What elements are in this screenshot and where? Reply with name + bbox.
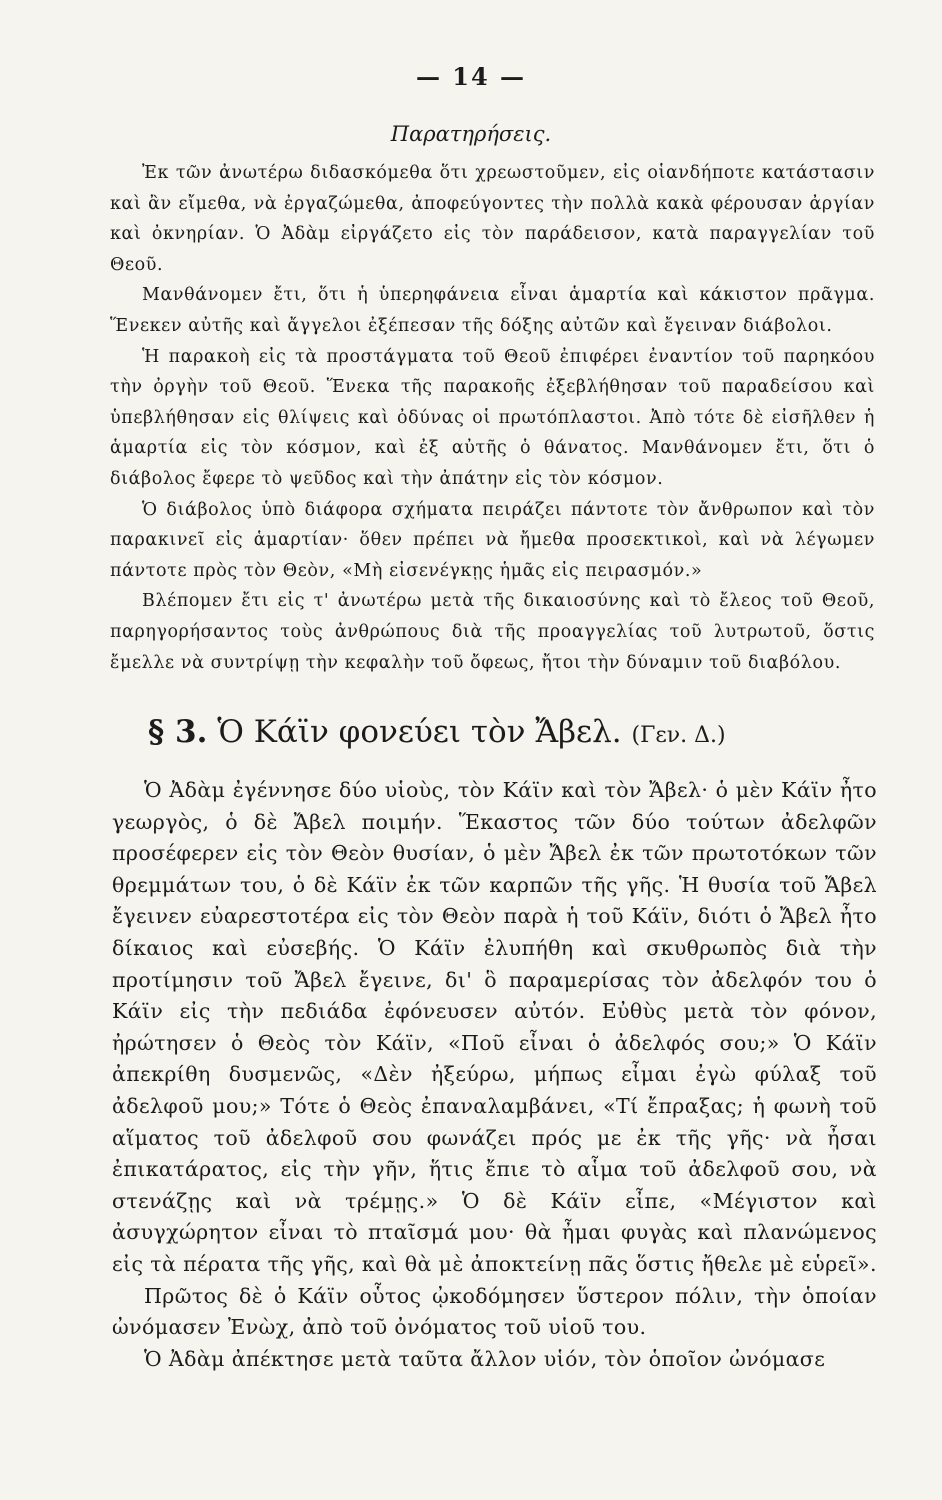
observations-block bbox=[110, 158, 875, 678]
observations-title: Παρατηρήσεις. bbox=[390, 122, 552, 146]
body-paragraph: Πρῶτος δὲ ὁ Κάϊν οὗτος ᾠκοδόμησεν ὕστερον πόλιν, τὴν ὁποίαν ὠνόμασεν Ἐνὼχ, ἀπὸ τοῦ ὀνόματος τοῦ υἱοῦ του. bbox=[112, 1283, 877, 1340]
section-reference: (Γεν. Δ.) bbox=[631, 723, 726, 748]
section-symbol: § 3. bbox=[148, 714, 208, 750]
observation-paragraph: Ἐκ τῶν ἀνωτέρω διδασκόμεθα ὅτι χρεωστοῦμεν, εἰς οἱανδήποτε κατάστασιν καὶ ἂν εἴμεθα, νὰ ἐργαζώμεθα, ἀποφεύγοντες τὴν πολλὰ κακὰ φέρουσαν ἀργίαν καὶ ὀκνηρίαν. Ὁ Ἀδὰμ εἰργάζετο εἰς τὸν παράδεισον, κατὰ παραγγελίαν τοῦ Θεοῦ. bbox=[110, 163, 875, 275]
section-heading bbox=[148, 712, 868, 756]
body-paragraph: Ὁ Ἀδὰμ ἀπέκτησε μετὰ ταῦτα ἄλλον υἱόν, τὸν ὁποῖον ὠνόμασε bbox=[144, 1346, 826, 1371]
observation-paragraph: Βλέπομεν ἔτι εἰς τ' ἀνωτέρω μετὰ τῆς δικαιοσύνης καὶ τὸ ἔλεος τοῦ Θεοῦ, παρηγορήσαντος τοὺς ἀνθρώπους διὰ τῆς προαγγελίας τοῦ λυτρωτοῦ, ὅστις ἔμελλε νὰ συντρίψῃ τὴν κεφαλὴν τοῦ ὄφεως, ἤτοι τὴν δύναμιν τοῦ διαβόλου. bbox=[110, 591, 875, 673]
main-text-block bbox=[112, 775, 877, 1375]
section-title: Ὁ Κάϊν φονεύει τὸν Ἄβελ. bbox=[217, 714, 622, 750]
observation-paragraph: Ἡ παρακοὴ εἰς τὰ προστάγματα τοῦ Θεοῦ ἐπιφέρει ἐναντίον τοῦ παρηκόου τὴν ὀργὴν τοῦ Θεοῦ. Ἕνεκα τῆς παρακοῆς ἐξεβλήθησαν τοῦ παραδείσου καὶ ὑπεβλήθησαν εἰς θλίψεις καὶ ὀδύνας οἱ πρωτόπλαστοι. Ἀπὸ τότε δὲ εἰσῆλθεν ἡ ἁμαρτία εἰς τὸν κόσμον, καὶ ἐξ αὐτῆς ὁ θάνατος. Μανθάνομεν ἔτι, ὅτι ὁ διάβολος ἔφερε τὸ ψεῦδος καὶ τὴν ἀπάτην εἰς τὸν κόσμον. bbox=[110, 346, 875, 489]
body-paragraph: Ὁ Ἀδὰμ ἐγέννησε δύο υἱοὺς, τὸν Κάϊν καὶ τὸν Ἄβελ· ὁ μὲν Κάϊν ἦτο γεωργὸς, ὁ δὲ Ἄβελ ποιμήν. Ἕκαστος τῶν δύο τούτων ἀδελφῶν προσέφερεν εἰς τὸν Θεὸν θυσίαν, ὁ μὲν Ἄβελ ἐκ τῶν πρωτοτόκων τῶν θρεμμάτων του, ὁ δὲ Κάϊν ἐκ τῶν καρπῶν τῆς γῆς. Ἡ θυσία τοῦ Ἄβελ ἔγεινεν εὐαρεστοτέρα εἰς τὸν Θεὸν παρὰ ἡ τοῦ Κάϊν, διότι ὁ Ἄβελ ἦτο δίκαιος καὶ εὐσεβής. Ὁ Κάϊν ἐλυπήθη καὶ σκυθρωπὸς διὰ τὴν προτίμησιν τοῦ Ἄβελ ἔγεινε, δι' ὃ παραμερίσας τὸν ἀδελφόν του ὁ Κάϊν εἰς τὴν πεδιάδα ἐφόνευσεν αὐτόν. Εὐθὺς μετὰ τὸν φόνον, ἠρώτησεν ὁ Θεὸς τὸν Κάϊν, «Ποῦ εἶναι ὁ ἀδελφός σου;» Ὁ Κάϊν ἀπεκρίθη δυσμενῶς, «Δὲν ἠξεύρω, μήπως εἶμαι ἐγὼ φύλαξ τοῦ ἀδελφοῦ μου;» Τότε ὁ Θεὸς ἐπαναλαμβάνει, «Τί ἔπραξας; ἡ φωνὴ τοῦ αἵματος τοῦ ἀδελφοῦ σου φωνάζει πρός με ἐκ τῆς γῆς· νὰ ἦσαι ἐπικατάρατος, εἰς τὴν γῆν, ἥτις ἔπιε τὸ αἷμα τοῦ ἀδελφοῦ σου, νὰ στενάζῃς καὶ νὰ τρέμῃς.» Ὁ δὲ Κάϊν εἶπε, «Μέγιστον καὶ ἀσυγχώρητον εἶναι τὸ πταῖσμά μου· θὰ ἦμαι φυγὰς καὶ πλανώμενος εἰς τὰ πέρατα τῆς γῆς, καὶ θὰ μὲ ἀποκτείνῃ πᾶς ὅστις ἤθελε μὲ εὑρεῖ». bbox=[112, 778, 877, 1276]
observation-paragraph: Ὁ διάβολος ὑπὸ διάφορα σχήματα πειράζει πάντοτε τὸν ἄνθρωπον καὶ τὸν παρακινεῖ εἰς ἁμαρτίαν· ὅθεν πρέπει νὰ ἤμεθα προσεκτικοὶ, καὶ νὰ λέγωμεν πάντοτε πρὸς τὸν Θεὸν, «Μὴ εἰσενέγκῃς ἡμᾶς εἰς πειρασμόν.» bbox=[110, 499, 875, 581]
page-number: — 14 — bbox=[415, 62, 527, 91]
observation-paragraph: Μανθάνομεν ἔτι, ὅτι ἡ ὑπερηφάνεια εἶναι ἁμαρτία καὶ κάκιστον πρᾶγμα. Ἕνεκεν αὐτῆς καὶ ἄγγελοι ἐξέπεσαν τῆς δόξης αὐτῶν καὶ ἔγειναν διάβολοι. bbox=[110, 285, 875, 336]
